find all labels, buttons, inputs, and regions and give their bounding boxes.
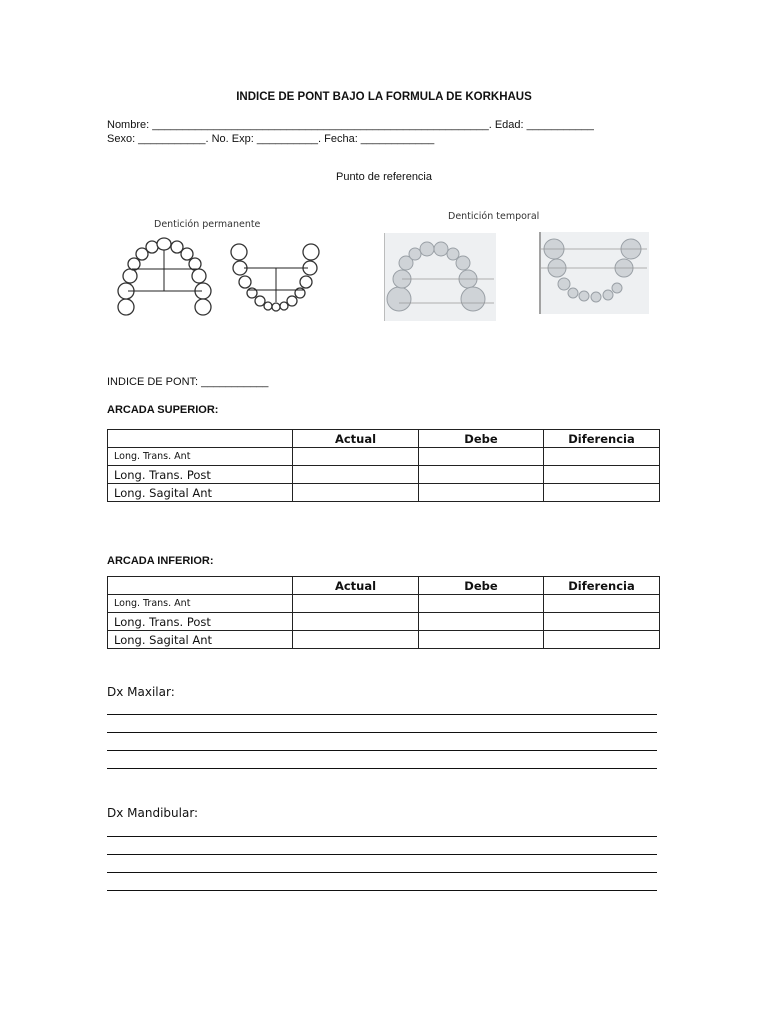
- table-row: [108, 448, 660, 466]
- dx-mandibular-line[interactable]: [107, 836, 657, 837]
- sex-exp-date-line[interactable]: Sexo: ___________. No. Exp: __________. Fecha: ____________: [107, 133, 435, 145]
- actual-cell[interactable]: [293, 466, 419, 484]
- diferencia-cell[interactable]: [544, 466, 660, 484]
- header-debe: Debe: [419, 577, 544, 595]
- debe-cell[interactable]: [419, 595, 544, 613]
- debe-cell[interactable]: [419, 613, 544, 631]
- permanent-upper-arch-image: [110, 235, 220, 320]
- actual-cell[interactable]: [293, 595, 419, 613]
- row-label: Long. Trans. Post: [108, 466, 293, 484]
- header-debe: Debe: [419, 430, 544, 448]
- table-row: [108, 613, 660, 631]
- page-title: INDICE DE PONT BAJO LA FORMULA DE KORKHAUS: [236, 91, 532, 103]
- temporary-lower-arch-image: [539, 232, 649, 314]
- temporary-dentition-label: Dentición temporal: [448, 211, 540, 222]
- dx-maxilar-line[interactable]: [107, 768, 657, 769]
- row-label: Long. Trans. Ant: [108, 448, 293, 466]
- pont-index-field[interactable]: INDICE DE PONT: ___________: [107, 376, 269, 388]
- debe-cell[interactable]: [419, 466, 544, 484]
- permanent-dentition-label: Dentición permanente: [154, 219, 261, 230]
- actual-cell[interactable]: [293, 613, 419, 631]
- dx-maxilar-label: Dx Maxilar:: [107, 685, 175, 699]
- name-age-line[interactable]: Nombre: _______________________________________________________. Edad: ___________: [107, 119, 594, 131]
- superior-arch-title: ARCADA SUPERIOR:: [107, 404, 219, 416]
- header-empty: [108, 430, 293, 448]
- dx-mandibular-line[interactable]: [107, 890, 657, 891]
- table-row: [108, 595, 660, 613]
- debe-cell[interactable]: [419, 448, 544, 466]
- temporary-upper-arch-image: [384, 233, 496, 321]
- header-empty: [108, 577, 293, 595]
- actual-cell[interactable]: [293, 448, 419, 466]
- row-label: Long. Trans. Ant: [108, 595, 293, 613]
- row-label: Long. Sagital Ant: [108, 631, 293, 649]
- table-row: [108, 466, 660, 484]
- diferencia-cell[interactable]: [544, 595, 660, 613]
- table-row: [108, 631, 660, 649]
- dx-mandibular-line[interactable]: [107, 872, 657, 873]
- actual-cell[interactable]: [293, 484, 419, 502]
- debe-cell[interactable]: [419, 484, 544, 502]
- dx-maxilar-line[interactable]: [107, 714, 657, 715]
- inferior-arch-title: ARCADA INFERIOR:: [107, 555, 214, 567]
- header-diferencia: Diferencia: [544, 577, 660, 595]
- reference-title: Punto de referencia: [335, 171, 432, 183]
- row-label: Long. Sagital Ant: [108, 484, 293, 502]
- diferencia-cell[interactable]: [544, 484, 660, 502]
- table-header-row: [108, 430, 660, 448]
- superior-arch-table: [107, 429, 660, 502]
- table-row: [108, 484, 660, 502]
- header-actual: Actual: [293, 577, 419, 595]
- actual-cell[interactable]: [293, 631, 419, 649]
- diferencia-cell[interactable]: [544, 613, 660, 631]
- dx-mandibular-label: Dx Mandibular:: [107, 806, 199, 820]
- dx-maxilar-line[interactable]: [107, 750, 657, 751]
- diferencia-cell[interactable]: [544, 631, 660, 649]
- dx-maxilar-line[interactable]: [107, 732, 657, 733]
- header-actual: Actual: [293, 430, 419, 448]
- dx-mandibular-line[interactable]: [107, 854, 657, 855]
- table-header-row: [108, 577, 660, 595]
- header-diferencia: Diferencia: [544, 430, 660, 448]
- inferior-arch-table: [107, 576, 660, 649]
- permanent-lower-arch-image: [228, 240, 323, 320]
- row-label: Long. Trans. Post: [108, 613, 293, 631]
- debe-cell[interactable]: [419, 631, 544, 649]
- diferencia-cell[interactable]: [544, 448, 660, 466]
